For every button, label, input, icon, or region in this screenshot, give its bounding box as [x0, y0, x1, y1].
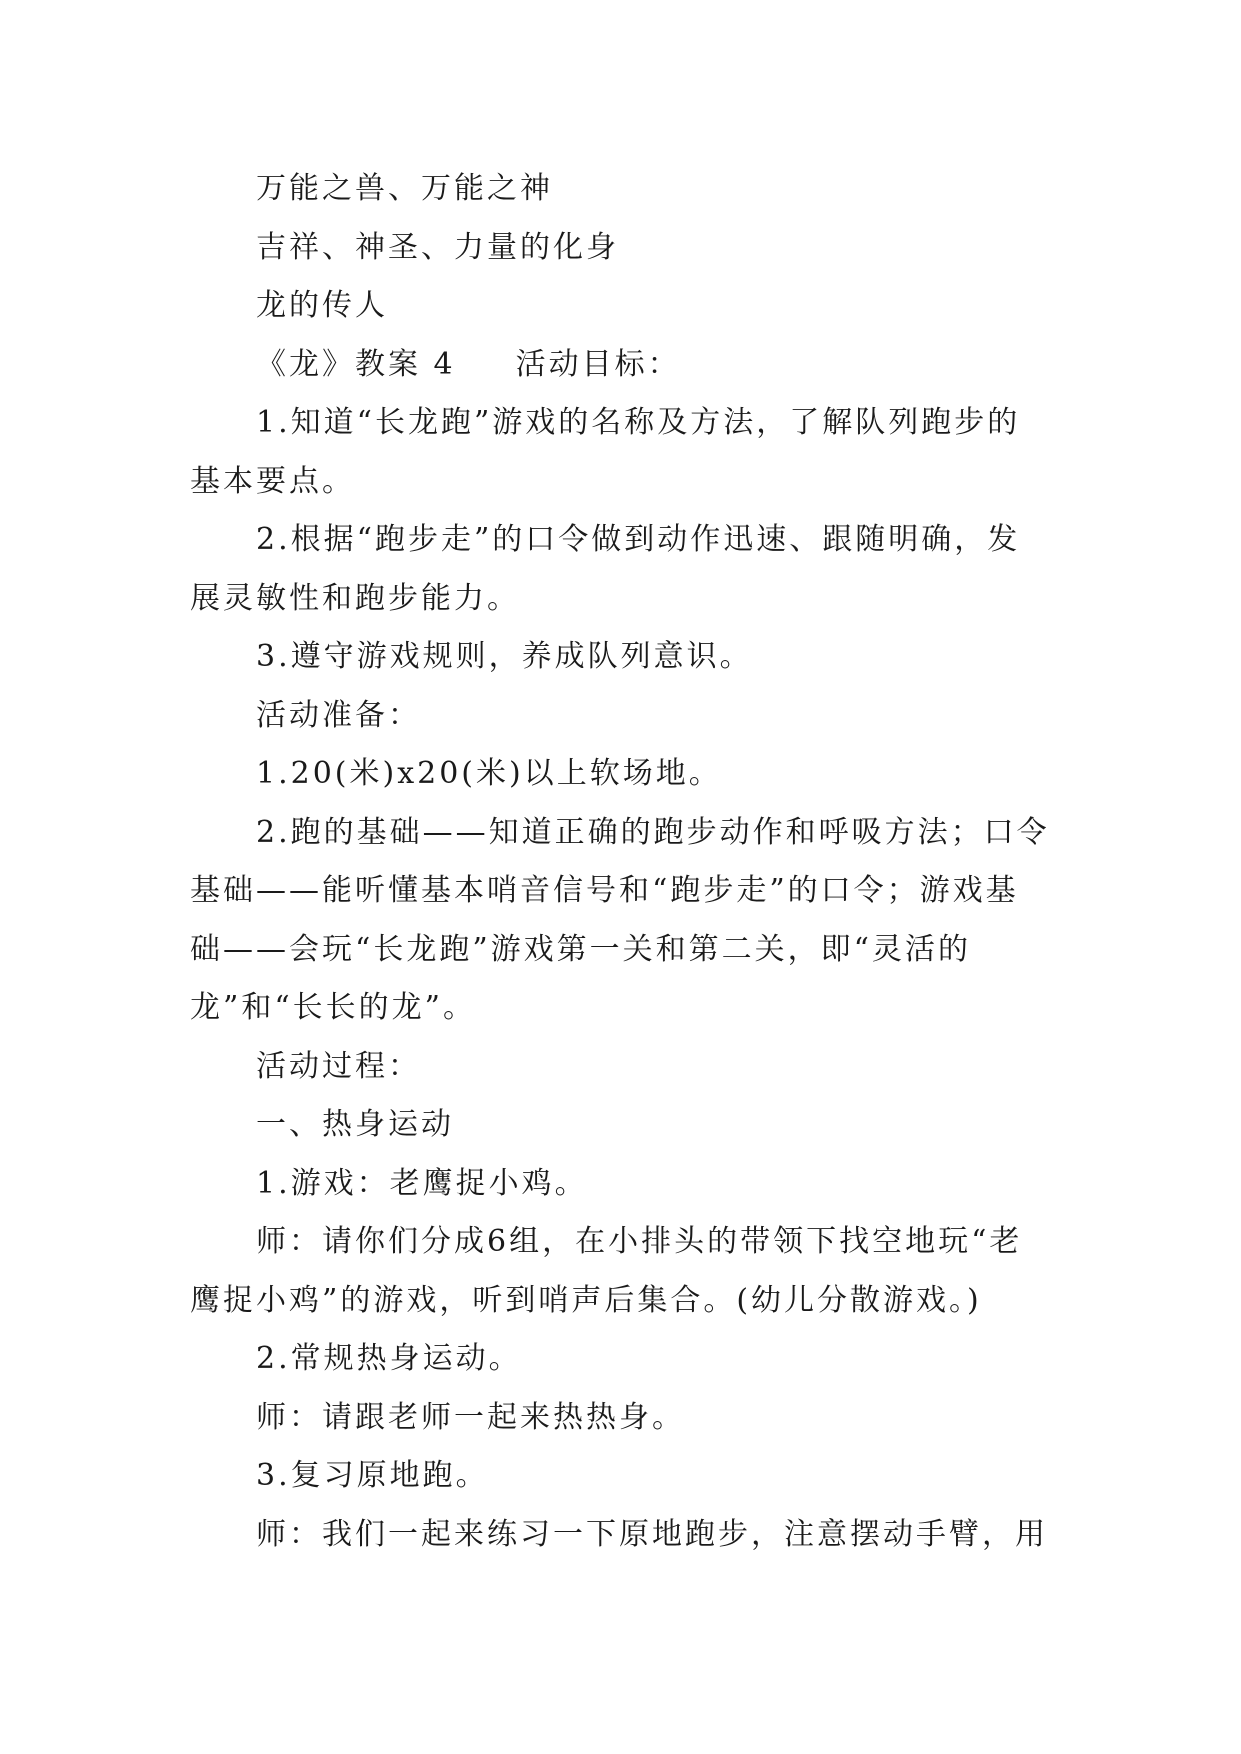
teacher-line-2: 师：请跟老师一起来热热身。	[256, 1399, 685, 1435]
warmup-step-3: 3.复习原地跑。	[256, 1458, 489, 1493]
activity-goals-label: 活动目标：	[515, 346, 681, 382]
process-label: 活动过程：	[256, 1048, 421, 1084]
line-all-powerful: 万能之兽、万能之神	[256, 171, 553, 206]
section-warmup: 一、热身运动	[256, 1107, 454, 1142]
teacher-line-1: 师：请你们分成6组，在小排头的带领下找空地玩“老鹰捉小鸡”的游戏，听到哨声后集合。(幼儿分散游戏。)	[190, 1224, 1023, 1318]
document-page	[190, 160, 1050, 1564]
goal-3: 3.遵守游戏规则，养成队列意识。	[256, 639, 753, 674]
preparation-2: 2.跑的基础——知道正确的跑步动作和呼吸方法；口令基础——能听懂基本哨音信号和“跑步走”的口令；游戏基础——会玩“长龙跑”游戏第一关和第二关，即“灵活的龙”和“长长的龙”。	[190, 814, 1050, 1025]
lesson-heading	[190, 336, 1050, 395]
line-descendants: 龙的传人	[256, 288, 388, 323]
lesson-title: 《龙》教案 4	[256, 346, 456, 382]
teacher-line-3: 师：我们一起来练习一下原地跑步，注意摆动手臂，用	[256, 1516, 1048, 1552]
preparation-1: 1.20(米)x20(米)以上软场地。	[256, 756, 722, 791]
warmup-step-1: 1.游戏：老鹰捉小鸡。	[256, 1165, 588, 1201]
warmup-step-2: 2.常规热身运动。	[256, 1341, 522, 1376]
line-auspicious: 吉祥、神圣、力量的化身	[256, 229, 619, 265]
preparation-label: 活动准备：	[256, 697, 421, 733]
goal-1: 1.知道“长龙跑”游戏的名称及方法，了解队列跑步的基本要点。	[190, 405, 1021, 499]
goal-2: 2.根据“跑步走”的口令做到动作迅速、跟随明确，发展灵敏性和跑步能力。	[190, 522, 1021, 616]
